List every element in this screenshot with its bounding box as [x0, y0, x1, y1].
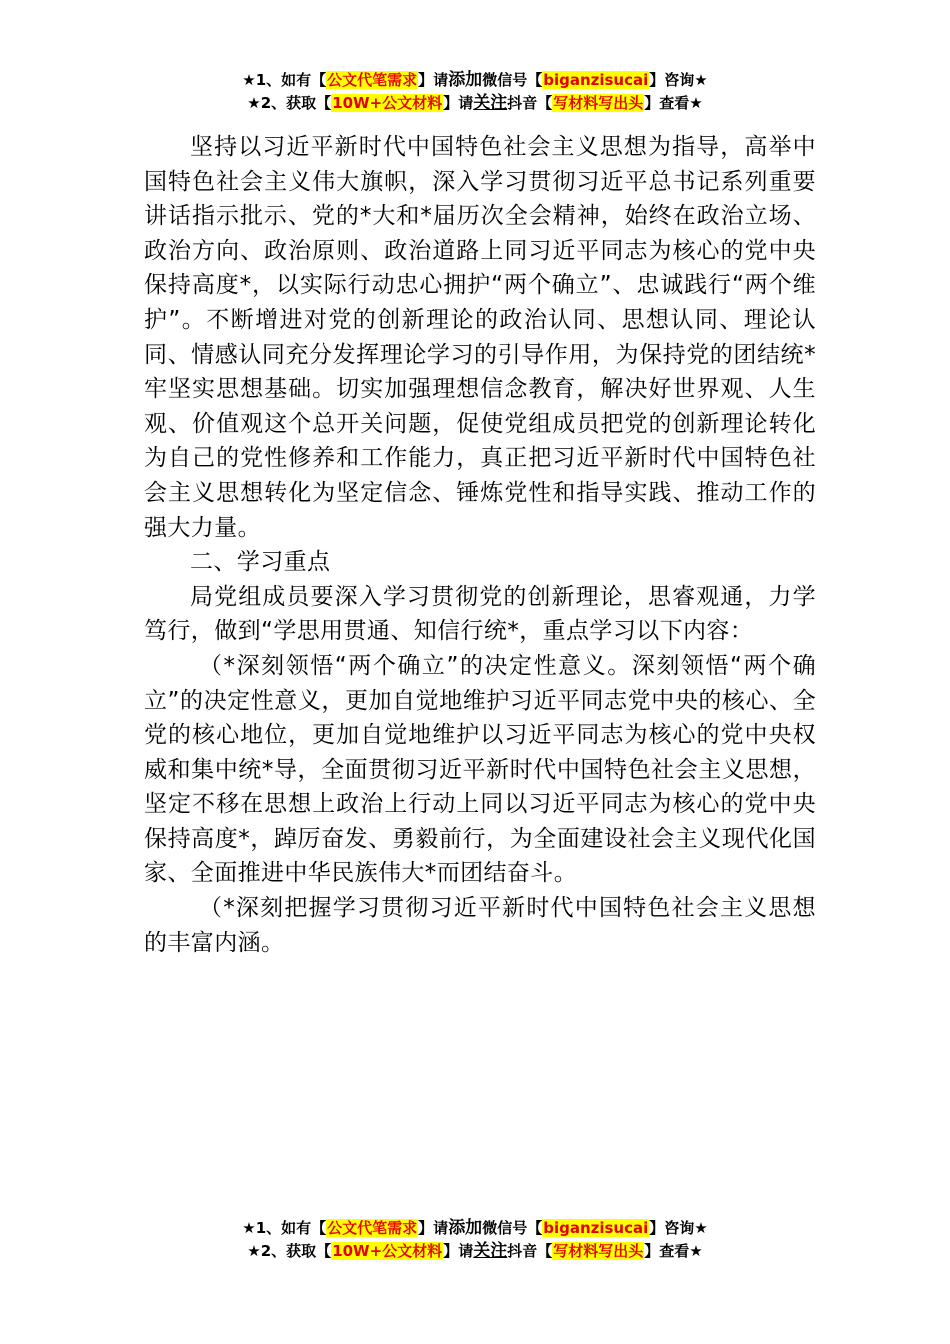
- banner-text: 】请: [443, 1242, 474, 1260]
- body-paragraph: 局党组成员要深入学习贯彻党的创新理论，思睿观通，力学笃行，做到“学思用贯通、知信行统*，重点学习以下内容：: [144, 583, 816, 645]
- banner-wechat-id: biganzisucai: [543, 1219, 649, 1237]
- banner-text: ★1、如有【: [242, 1219, 327, 1237]
- banner-text: 微信号【: [482, 1219, 543, 1237]
- banner-text: 】请: [418, 71, 449, 89]
- banner-text: ★2、获取【: [247, 94, 332, 112]
- body-paragraph: 坚持以习近平新时代中国特色社会主义思想为指导，高举中国特色社会主义伟大旗帜，深入学习贯彻习近平总书记系列重要讲话指示批示、党的*大和*届历次全会精神，始终在政治立场、政治方向、政治原则、政治道路上同习近平同志为核心的党中央保持高度*，以实际行动忠心拥护“两个确立”、忠诚践行“两个维护”。不断增进对党的创新理论的政治认同、思想认同、理论认同、情感认同充分发挥理论学习的引导作用，为保持党的团结统*牢坚实思想基础。切实加强理想信念教育，解决好世界观、人生观、价值观这个总开关问题，促使党组成员把党的创新理论转化为自己的党性修养和工作能力，真正把习近平新时代中国特色社会主义思想转化为坚定信念、锤炼党性和指导实践、推动工作的强大力量。: [144, 134, 816, 541]
- banner-text: 】请: [418, 1219, 449, 1237]
- banner-highlight: 10W+公文材料: [332, 94, 443, 112]
- body-paragraph: （*深刻把握学习贯彻习近平新时代中国特色社会主义思想的丰富内涵。: [144, 895, 816, 956]
- banner-emphasis: 关注: [473, 93, 508, 113]
- footer-banner: [0, 1217, 950, 1263]
- banner-line-2: [0, 1240, 950, 1263]
- banner-text: 】请: [443, 94, 474, 112]
- banner-text: 微信号【: [482, 71, 543, 89]
- document-body: [144, 130, 816, 960]
- banner-text: ★2、获取【: [247, 1242, 332, 1260]
- banner-douyin-account: 写材料写出头: [553, 1242, 644, 1260]
- banner-text: 】查看★: [644, 94, 703, 112]
- banner-text: 】咨询★: [649, 71, 708, 89]
- banner-text: 】咨询★: [649, 1219, 708, 1237]
- banner-line-2: [0, 92, 950, 115]
- banner-emphasis: 添加: [448, 1218, 483, 1238]
- banner-douyin-account: 写材料写出头: [553, 94, 644, 112]
- banner-wechat-id: biganzisucai: [543, 71, 649, 89]
- banner-line-1: [0, 1217, 950, 1240]
- banner-highlight: 10W+公文材料: [332, 1242, 443, 1260]
- banner-emphasis: 关注: [473, 1241, 508, 1261]
- section-heading: 二、学习重点: [190, 549, 331, 576]
- banner-line-1: [0, 69, 950, 92]
- banner-text: 抖音【: [507, 1242, 553, 1260]
- banner-highlight: 公文代笔需求: [327, 71, 418, 89]
- banner-text: ★1、如有【: [242, 71, 327, 89]
- header-banner: [0, 69, 950, 115]
- banner-emphasis: 添加: [448, 70, 483, 90]
- banner-text: 】查看★: [644, 1242, 703, 1260]
- body-paragraph: （*深刻领悟“两个确立”的决定性意义。深刻领悟“两个确立”的决定性意义，更加自觉地维护习近平同志党中央的核心、全党的核心地位，更加自觉地维护以习近平同志为核心的党中央权威和集中统*导，全面贯彻习近平新时代中国特色社会主义思想，坚定不移在思想上政治上行动上同以习近平同志为核心的党中央保持高度*，踔厉奋发、勇毅前行，为全面建设社会主义现代化国家、全面推进中华民族伟大*而团结奋斗。: [144, 652, 816, 887]
- banner-highlight: 公文代笔需求: [327, 1219, 418, 1237]
- banner-text: 抖音【: [507, 94, 553, 112]
